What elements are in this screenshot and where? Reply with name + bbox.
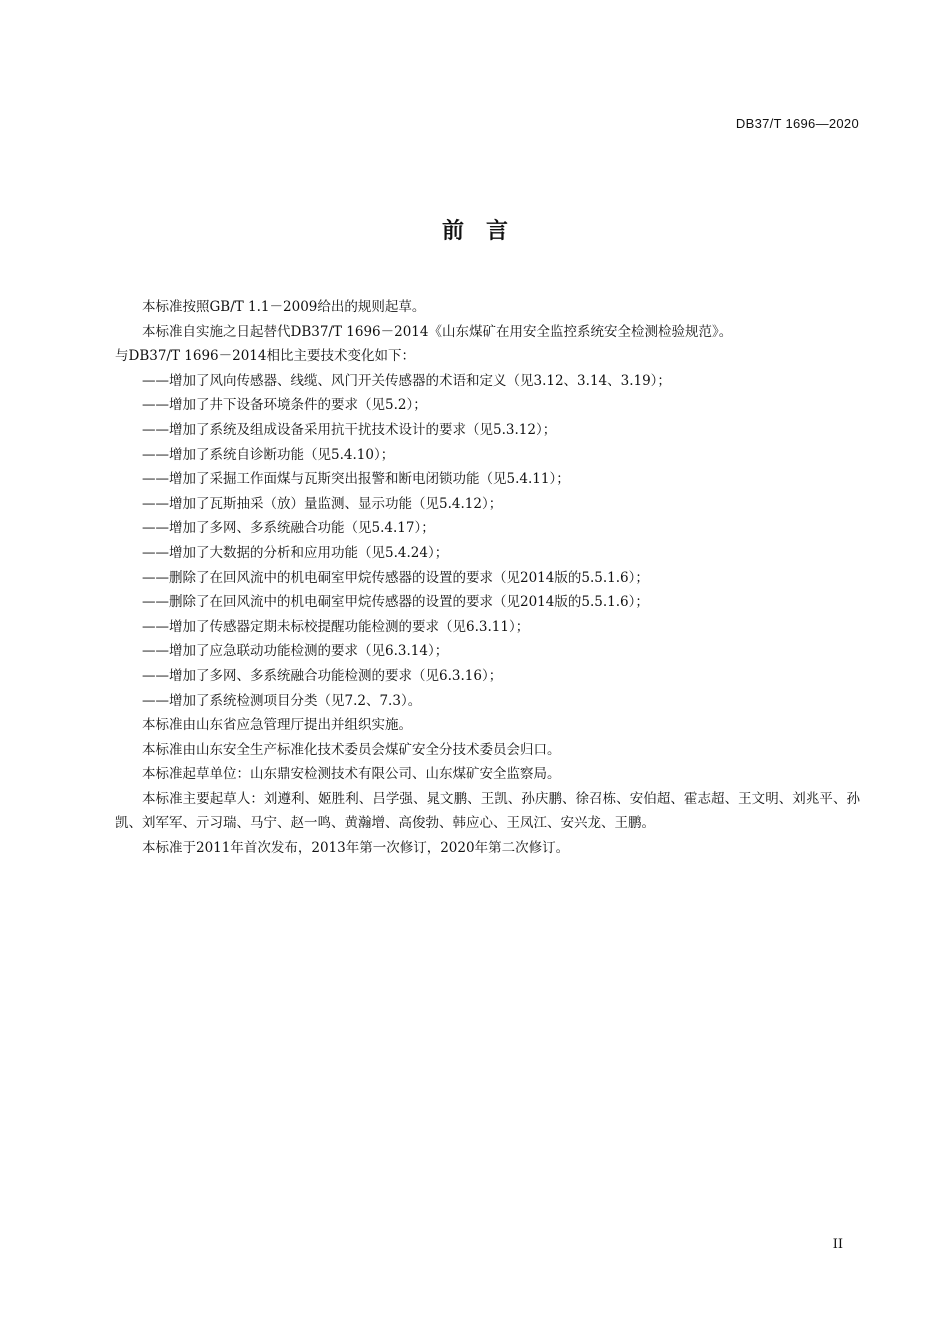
foreword-body bbox=[115, 295, 860, 861]
list-item: ——增加了多网、多系统融合功能（见5.4.17）； bbox=[142, 520, 435, 537]
drafters-paragraph: 本标准主要起草人：刘遵利、姬胜利、吕学强、晁文鹏、王凯、孙庆鹏、徐召栋、安伯超、霍志超、王文明、刘兆平、孙凯、刘军军、亓习瑞、马宁、赵一鸣、黄瀚增、高俊勃、韩应心、王凤江、安兴龙、王鹏。 bbox=[115, 790, 860, 832]
list-item: ——增加了系统自诊断功能（见5.4.10）； bbox=[142, 446, 395, 463]
list-item: ——增加了风向传感器、线缆、风门开关传感器的术语和定义（见3.12、3.14、3.19）； bbox=[142, 372, 671, 389]
list-item: ——增加了井下设备环境条件的要求（见5.2）； bbox=[142, 397, 427, 414]
proposer-paragraph: 本标准由山东省应急管理厅提出并组织实施。 bbox=[142, 717, 412, 734]
committee-paragraph: 本标准由山东安全生产标准化技术委员会煤矿安全分技术委员会归口。 bbox=[142, 741, 561, 758]
technical-changes-list bbox=[115, 369, 860, 713]
list-item: ——增加了多网、多系统融合功能检测的要求（见6.3.16）； bbox=[142, 667, 503, 684]
changes-intro: 与DB37/T 1696－2014相比主要技术变化如下： bbox=[115, 348, 415, 365]
list-item: ——增加了应急联动功能检测的要求（见6.3.14）； bbox=[142, 643, 449, 660]
list-item: ——增加了大数据的分析和应用功能（见5.4.24）； bbox=[142, 544, 449, 561]
list-item: ——删除了在回风流中的机电硐室甲烷传感器的设置的要求（见2014版的5.5.1.6）； bbox=[142, 594, 649, 611]
standard-code: DB37/T 1696—2020 bbox=[735, 116, 859, 131]
list-item: ——增加了系统检测项目分类（见7.2、7.3）。 bbox=[142, 692, 422, 709]
list-item: ——增加了传感器定期未标校提醒功能检测的要求（见6.3.11）； bbox=[142, 618, 530, 635]
drafting-units-paragraph: 本标准起草单位：山东鼎安检测技术有限公司、山东煤矿安全监察局。 bbox=[142, 766, 561, 783]
list-item: ——删除了在回风流中的机电硐室甲烷传感器的设置的要求（见2014版的5.5.1.6）； bbox=[142, 569, 649, 586]
history-paragraph: 本标准于2011年首次发布，2013年第一次修订，2020年第二次修订。 bbox=[142, 840, 570, 857]
page-title: 前言 bbox=[441, 219, 530, 244]
list-item: ——增加了采掘工作面煤与瓦斯突出报警和断电闭锁功能（见5.4.11）； bbox=[142, 471, 570, 488]
list-item: ——增加了瓦斯抽采（放）量监测、显示功能（见5.4.12）； bbox=[142, 495, 503, 512]
replacement-paragraph: 本标准自实施之日起替代DB37/T 1696－2014《山东煤矿在用安全监控系统安全检测检验规范》。 bbox=[142, 323, 733, 340]
list-item: ——增加了系统及组成设备采用抗干扰技术设计的要求（见5.3.12）； bbox=[142, 421, 557, 438]
drafting-rule-paragraph: 本标准按照GB/T 1.1－2009给出的规则起草。 bbox=[142, 299, 426, 315]
page-number: II bbox=[832, 1237, 843, 1252]
